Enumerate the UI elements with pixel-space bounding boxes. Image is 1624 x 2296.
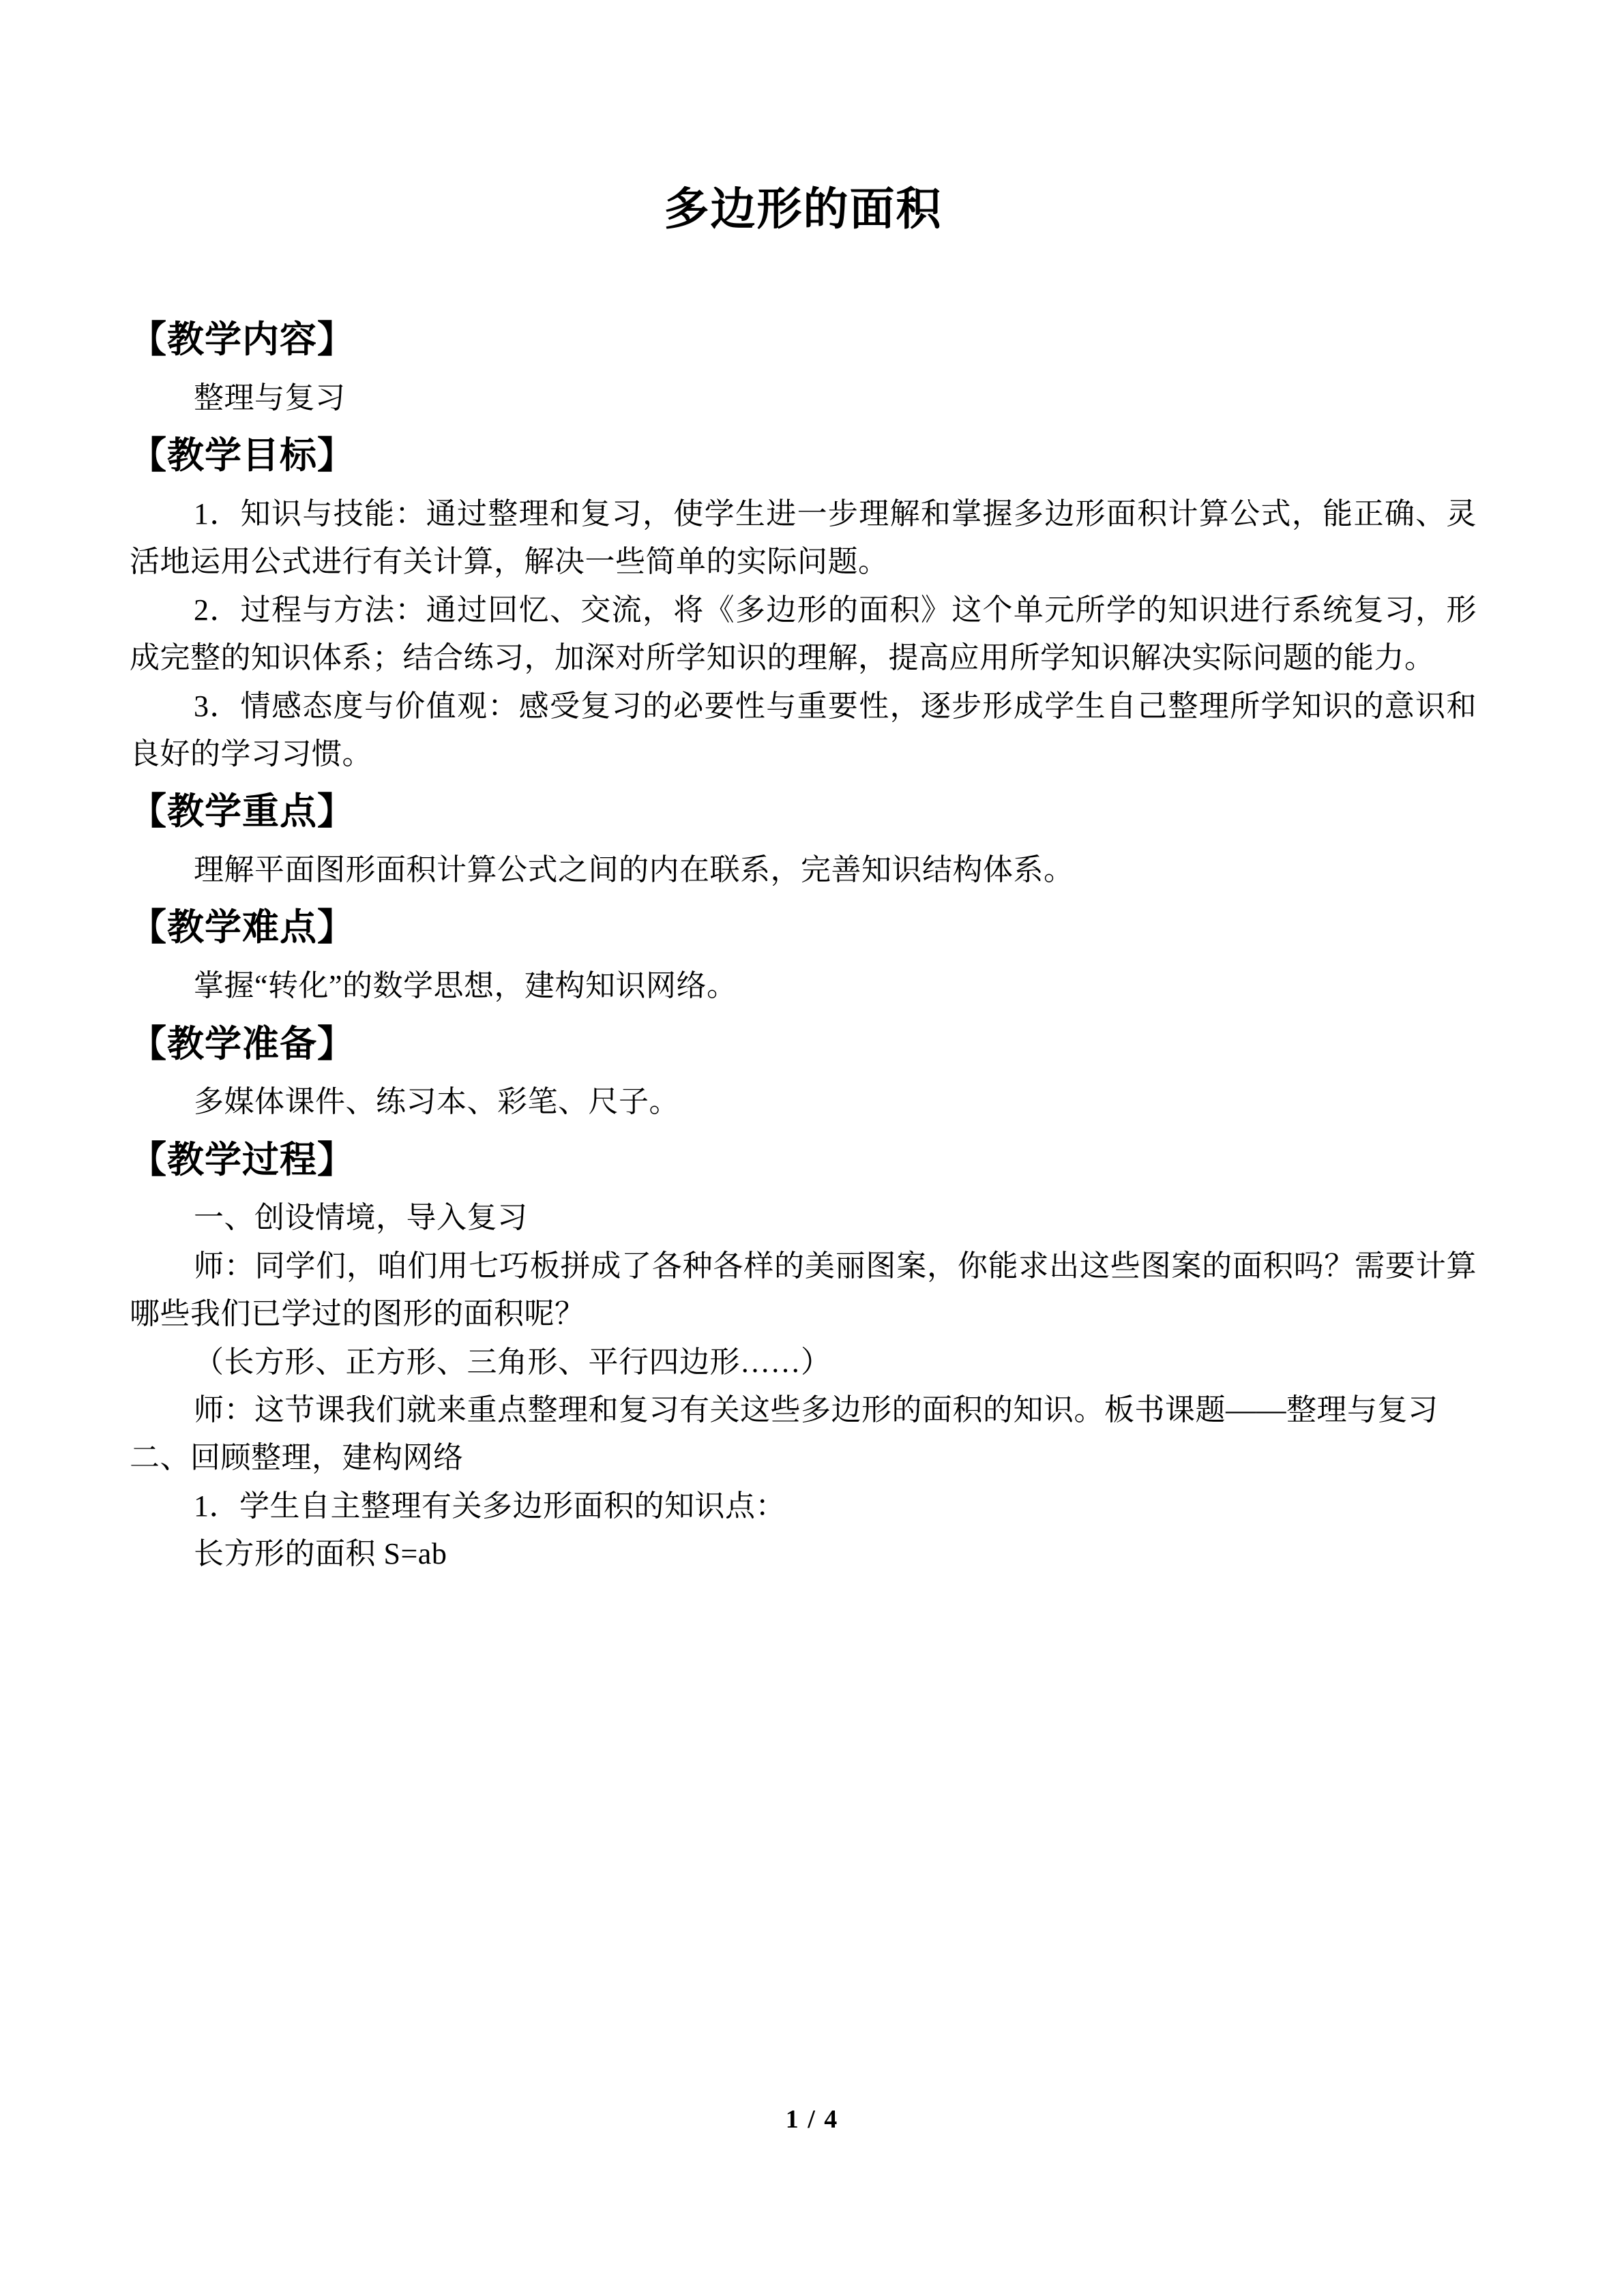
section-body-teaching-difficulty: 掌握“转化”的数学思想，建构知识网络。 bbox=[194, 969, 737, 1003]
spacer bbox=[130, 778, 1477, 790]
spacer bbox=[130, 237, 1477, 318]
process-step-one-title: 一、创设情境，导入复习 bbox=[194, 1201, 528, 1235]
spacer bbox=[130, 950, 1477, 962]
section-body-teaching-preparation: 多媒体课件、练习本、彩笔、尺子。 bbox=[194, 1085, 679, 1119]
formula-rectangle-area: 长方形的面积 S=ab bbox=[194, 1537, 447, 1571]
section-heading-teaching-objectives: 【教学目标】 bbox=[130, 435, 355, 477]
spacer bbox=[130, 1182, 1477, 1194]
page-title: 多边形的面积 bbox=[664, 185, 943, 235]
spacer bbox=[130, 422, 1477, 434]
document-content-column bbox=[130, 0, 1477, 1579]
section-heading-teaching-difficulty: 【教学难点】 bbox=[130, 907, 355, 949]
spacer bbox=[130, 834, 1477, 846]
spacer bbox=[130, 894, 1477, 906]
spacer bbox=[130, 1127, 1477, 1139]
section-heading-teaching-process: 【教学过程】 bbox=[130, 1139, 355, 1180]
section-heading-teaching-preparation: 【教学准备】 bbox=[130, 1023, 355, 1064]
objective-item-1: 1．知识与技能：通过整理和复习，使学生进一步理解和掌握多边形面积计算公式，能正确、灵活地运用公式进行有关计算，解决一些简单的实际问题。 bbox=[130, 497, 1477, 579]
objective-item-3: 3．情感态度与价值观：感受复习的必要性与重要性，逐步形成学生自己整理所学知识的意识和良好的学习习惯。 bbox=[130, 689, 1477, 771]
spacer bbox=[130, 478, 1477, 490]
process-step-two-title: 二、回顾整理，建构网络 bbox=[130, 1441, 464, 1475]
section-body-teaching-content: 整理与复习 bbox=[194, 381, 346, 415]
process-teacher-line-1: 师：同学们，咱们用七巧板拼成了各种各样的美丽图案，你能求出这些图案的面积吗？需要计算哪些我们已学过的图形的面积呢？ bbox=[130, 1249, 1477, 1331]
process-step-two-item-1: 1．学生自主整理有关多边形面积的知识点： bbox=[194, 1489, 786, 1523]
spacer bbox=[130, 1011, 1477, 1023]
section-body-teaching-focus: 理解平面图形面积计算公式之间的内在联系，完善知识结构体系。 bbox=[194, 853, 1074, 887]
page-number-footer: 1 / 4 bbox=[785, 2105, 839, 2134]
process-student-answer: （长方形、正方形、三角形、平行四边形……） bbox=[194, 1345, 831, 1379]
section-heading-teaching-focus: 【教学重点】 bbox=[130, 791, 355, 833]
spacer bbox=[130, 362, 1477, 374]
section-heading-teaching-content: 【教学内容】 bbox=[130, 319, 355, 361]
spacer bbox=[130, 1066, 1477, 1078]
objective-item-2: 2．过程与方法：通过回忆、交流，将《多边形的面积》这个单元所学的知识进行系统复习，形成完整的知识体系；结合练习，加深对所学知识的理解，提高应用所学知识解决实际问题的能力。 bbox=[130, 593, 1477, 675]
process-teacher-line-2: 师：这节课我们就来重点整理和复习有关这些多边形的面积的知识。板书课题——整理与复习 bbox=[194, 1392, 1438, 1427]
